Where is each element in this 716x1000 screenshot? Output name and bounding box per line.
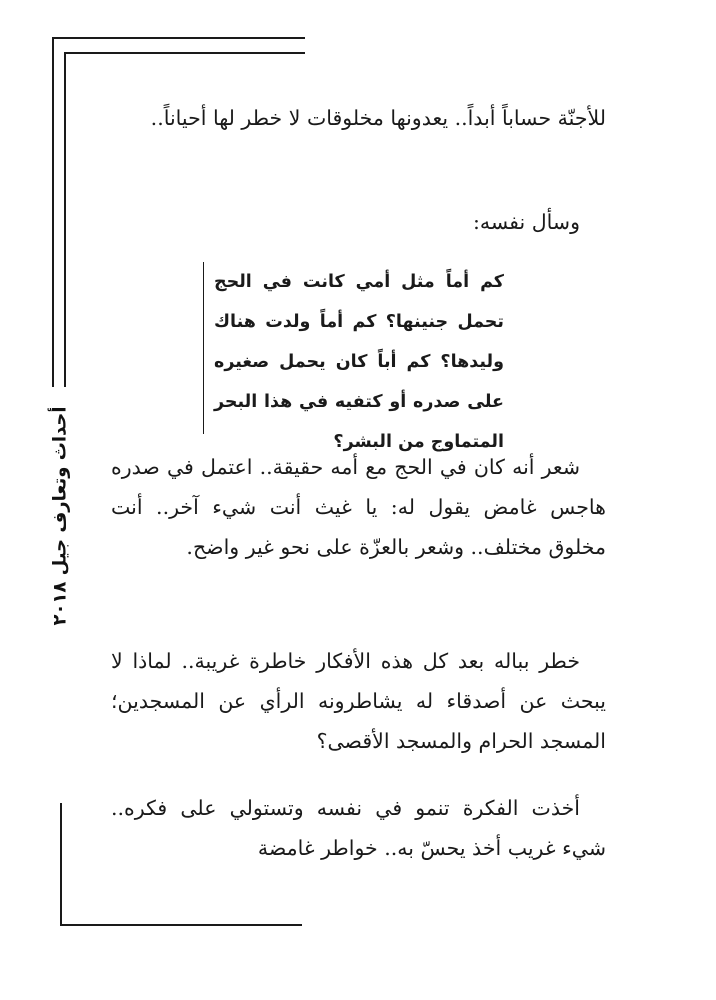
paragraph-2: وسأل نفسه:: [473, 210, 580, 234]
paragraph-5: أخذت الفكرة تنمو في نفسه وتستولي على فكره.. شيء غريب أخذ يحسّ به.. خواطر غامضة: [111, 796, 606, 860]
paragraph-3: شعر أنه كان في الحج مع أمه حقيقة.. اعتمل في صدره هاجس غامض يقول له: يا غيث أنت شيء آخر.. أنت مخلوق مختلف.. وشعر بالعزّة على نحو غير واضح.: [111, 455, 606, 559]
frame-top-outer-line: [52, 37, 305, 39]
block-quote: كم أماً مثل أمي كانت في الحج تحمل جنينها؟ كم أماً ولدت هناك وليدها؟ كم أباً كان يحمل صغيره على صدره أو كتفيه في هذا البحر المتماوج من البشر؟: [203, 262, 504, 434]
frame-left-lower-line: [60, 803, 62, 926]
frame-bottom-line: [60, 924, 302, 926]
frame-top-inner-line: [64, 52, 305, 54]
paragraph-1: للأجنّة حساباً أبداً.. يعدونها مخلوقات لا خطر لها أحياناً..: [150, 106, 606, 130]
frame-left-inner-line: [64, 52, 66, 387]
side-title-text: أحداث وتعارف جيل ٢٠١٨: [49, 406, 71, 626]
frame-left-outer-line: [52, 37, 54, 387]
side-title: [34, 385, 86, 647]
paragraph-4: خطر بباله بعد كل هذه الأفكار خاطرة غريبة.. لماذا لا يبحث عن أصدقاء له يشاطرونه الرأي عن المسجدين؛ المسجد الحرام والمسجد الأقصى؟: [111, 649, 606, 753]
